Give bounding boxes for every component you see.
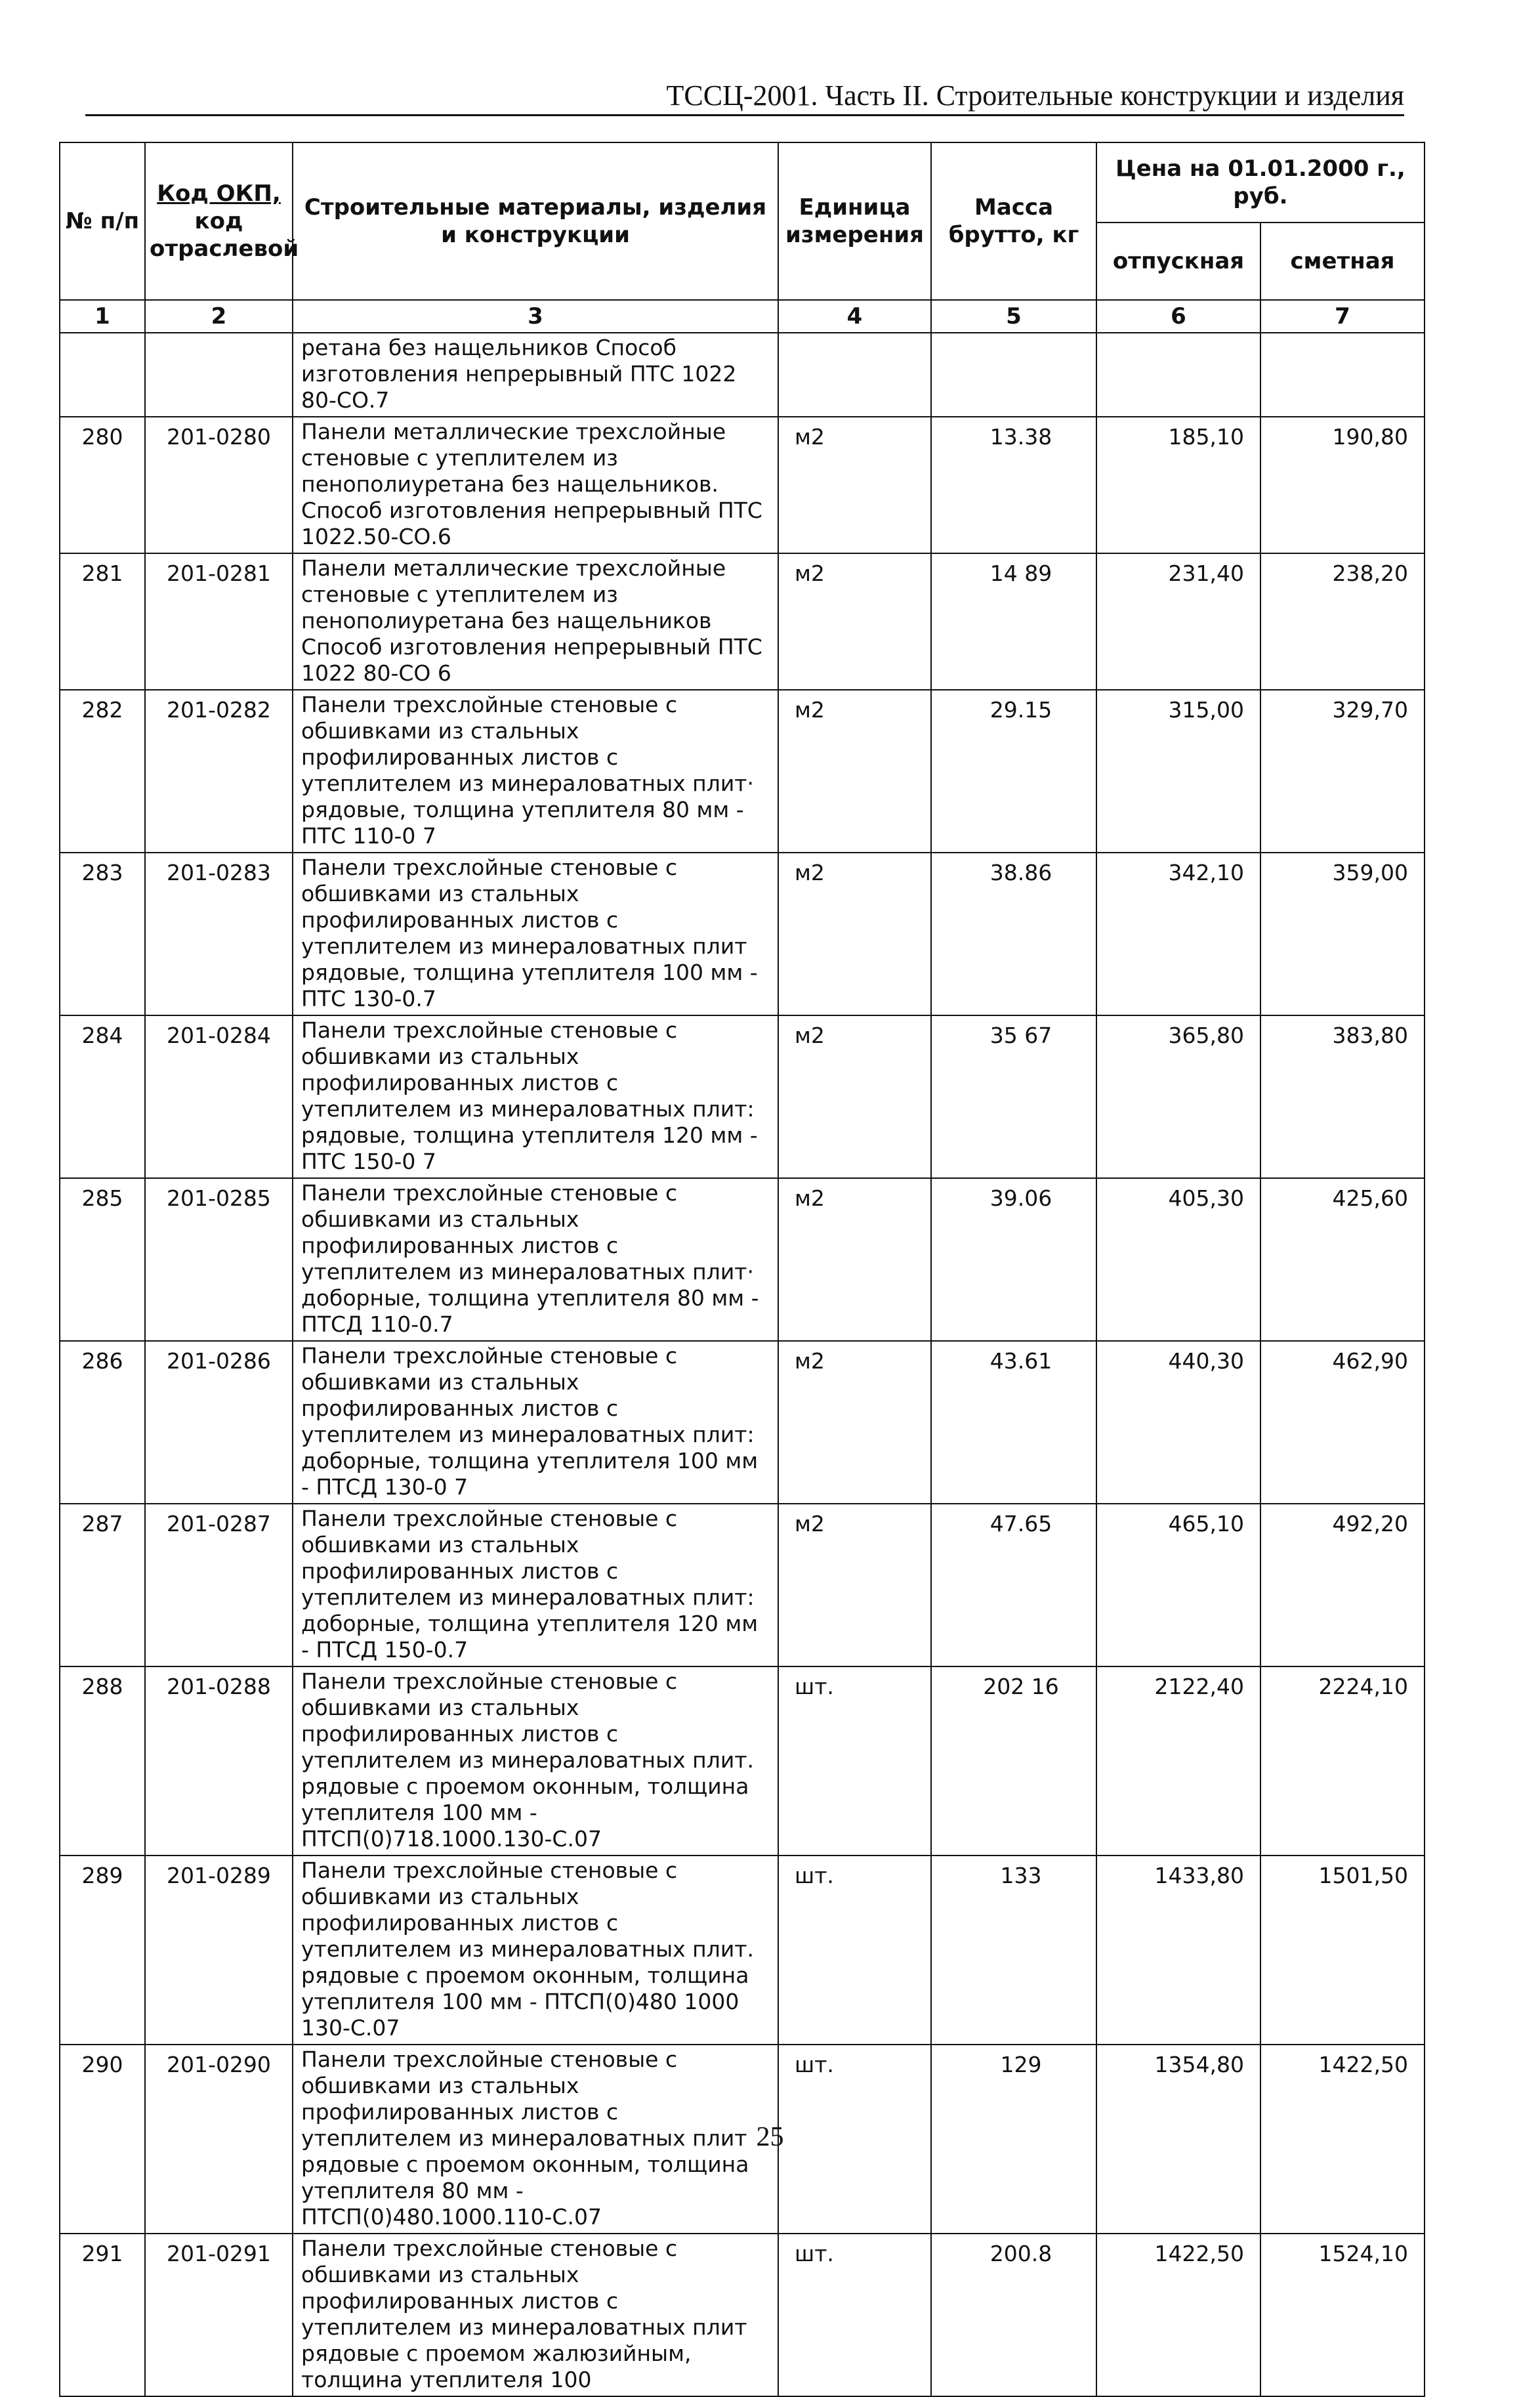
row-price-estimate: 1422,50 (1260, 2045, 1425, 2234)
table-row (60, 1666, 1425, 1856)
continuation-row (60, 333, 1425, 417)
row-price-release: 342,10 (1096, 853, 1260, 1015)
row-code: 201-0283 (145, 853, 293, 1015)
row-num: 280 (60, 417, 145, 553)
header-price-group: Цена на 01.01.2000 г., руб. (1096, 142, 1425, 223)
row-unit: м2 (778, 417, 931, 553)
row-code: 201-0285 (145, 1178, 293, 1341)
row-price-estimate: 425,60 (1260, 1178, 1425, 1341)
row-unit: шт. (778, 2045, 931, 2234)
row-mass: 39.06 (931, 1178, 1096, 1341)
header-unit: Единица измерения (778, 142, 931, 300)
column-number-cell: 3 (293, 300, 778, 333)
header-code-branch: код отраслевой (150, 208, 299, 262)
row-price-release: 1422,50 (1096, 2234, 1260, 2396)
row-price-estimate: 238,20 (1260, 553, 1425, 690)
row-description: Панели трехслойные стеновые с обшивками из стальных профилированных листов с утеплителем из минераловатных плит: доборные, толщина утеплителя 100 мм - ПТСД 130-0 7 (293, 1341, 778, 1504)
table-row (60, 2234, 1425, 2396)
row-description: Панели трехслойные стеновые с обшивками из стальных профилированных листов с утеплителем из минераловатных плит рядовые с проемом оконным, толщина утеплителя 80 мм - ПТСП(0)480.1000.110-С.07 (293, 2045, 778, 2234)
row-unit: м2 (778, 853, 931, 1015)
row-code: 201-0288 (145, 1666, 293, 1856)
table-row (60, 690, 1425, 853)
table-row (60, 1504, 1425, 1666)
table-row (60, 553, 1425, 690)
row-num: 283 (60, 853, 145, 1015)
table-row (60, 1015, 1425, 1178)
row-mass: 47.65 (931, 1504, 1096, 1666)
header-code (145, 142, 299, 300)
row-unit: м2 (778, 1178, 931, 1341)
row-code: 201-0286 (145, 1341, 293, 1504)
row-num: 287 (60, 1504, 145, 1666)
header-num: № п/п (60, 142, 145, 300)
row-price-release: 315,00 (1096, 690, 1260, 853)
row-code: 201-0282 (145, 690, 293, 853)
table-body (60, 333, 1425, 2396)
row-code: 201-0284 (145, 1015, 293, 1178)
row-num: 290 (60, 2045, 145, 2234)
column-number-cell: 5 (931, 300, 1096, 333)
row-mass: 14 89 (931, 553, 1096, 690)
row-price-release: 1354,80 (1096, 2045, 1260, 2234)
row-unit: шт. (778, 1856, 931, 2045)
row-price-release: 185,10 (1096, 417, 1260, 553)
header-price-estimate: сметная (1260, 223, 1425, 300)
row-code: 201-0287 (145, 1504, 293, 1666)
row-code: 201-0289 (145, 1856, 293, 2045)
row-num: 281 (60, 553, 145, 690)
price-table-container (59, 142, 1424, 2397)
row-price-release: 440,30 (1096, 1341, 1260, 1504)
row-unit: м2 (778, 1504, 931, 1666)
row-description: Панели трехслойные стеновые с обшивками из стальных профилированных листов с утеплителем из минераловатных плит· рядовые, толщина утеплителя 80 мм - ПТС 110-0 7 (293, 690, 778, 853)
row-price-estimate: 492,20 (1260, 1504, 1425, 1666)
row-mass: 200.8 (931, 2234, 1096, 2396)
row-price-release: 465,10 (1096, 1504, 1260, 1666)
row-price-release: 2122,40 (1096, 1666, 1260, 1856)
header-price-release: отпускная (1096, 223, 1260, 300)
continuation-mass-cell (931, 333, 1096, 417)
row-price-release: 405,30 (1096, 1178, 1260, 1341)
continuation-unit-cell (778, 333, 931, 417)
row-num: 284 (60, 1015, 145, 1178)
row-mass: 13.38 (931, 417, 1096, 553)
column-number-cell: 1 (60, 300, 145, 333)
row-price-estimate: 1524,10 (1260, 2234, 1425, 2396)
table-row (60, 1856, 1425, 2045)
row-price-estimate: 359,00 (1260, 853, 1425, 1015)
row-unit: м2 (778, 1341, 931, 1504)
row-unit: м2 (778, 1015, 931, 1178)
row-price-release: 365,80 (1096, 1015, 1260, 1178)
row-unit: шт. (778, 1666, 931, 1856)
row-num: 291 (60, 2234, 145, 2396)
table-row (60, 1178, 1425, 1341)
row-code: 201-0281 (145, 553, 293, 690)
row-price-estimate: 329,70 (1260, 690, 1425, 853)
row-description: Панели трехслойные стеновые с обшивками из стальных профилированных листов с утеплителем из минераловатных плит· доборные, толщина утеплителя 80 мм - ПТСД 110-0.7 (293, 1178, 778, 1341)
row-unit: шт. (778, 2234, 931, 2396)
row-description: Панели трехслойные стеновые с обшивками из стальных профилированных листов с утеплителем из минераловатных плит: рядовые, толщина утеплителя 120 мм - ПТС 150-0 7 (293, 1015, 778, 1178)
row-price-release: 231,40 (1096, 553, 1260, 690)
row-code: 201-0290 (145, 2045, 293, 2234)
row-description: Панели трехслойные стеновые с обшивками из стальных профилированных листов с утеплителем из минераловатных плит рядовые с проемом жалюзийным, толщина утеплителя 100 (293, 2234, 778, 2396)
row-unit: м2 (778, 553, 931, 690)
row-mass: 129 (931, 2045, 1096, 2234)
row-description: Панели трехслойные стеновые с обшивками из стальных профилированных листов с утеплителем из минераловатных плит. рядовые с проемом оконным, толщина утеплителя 100 мм - ПТСП(0)718.1000.130-С.07 (293, 1666, 778, 1856)
row-num: 286 (60, 1341, 145, 1504)
column-number-cell: 4 (778, 300, 931, 333)
column-number-cell: 2 (145, 300, 293, 333)
row-description: Панели трехслойные стеновые с обшивками из стальных профилированных листов с утеплителем из минераловатных плит рядовые, толщина утеплителя 100 мм - ПТС 130-0.7 (293, 853, 778, 1015)
continuation-price-release-cell (1096, 333, 1260, 417)
row-price-estimate: 383,80 (1260, 1015, 1425, 1178)
row-description: Панели металлические трехслойные стеновые с утеплителем из пенополиуретана без нащельников Способ изготовления непрерывный ПТС 1022 80-СО 6 (293, 553, 778, 690)
row-mass: 202 16 (931, 1666, 1096, 1856)
row-description: Панели трехслойные стеновые с обшивками из стальных профилированных листов с утеплителем из минераловатных плит: доборные, толщина утеплителя 120 мм - ПТСД 150-0.7 (293, 1504, 778, 1666)
row-description: Панели металлические трехслойные стеновые с утеплителем из пенополиуретана без нащельников. Способ изготовления непрерывный ПТС 1022.50-СО.6 (293, 417, 778, 553)
row-code: 201-0291 (145, 2234, 293, 2396)
row-num: 289 (60, 1856, 145, 2045)
column-number-cell: 7 (1260, 300, 1425, 333)
row-price-estimate: 1501,50 (1260, 1856, 1425, 2045)
header-code-okp: Код ОКП, (157, 180, 281, 207)
row-price-estimate: 462,90 (1260, 1341, 1425, 1504)
row-code: 201-0280 (145, 417, 293, 553)
column-number-cell: 6 (1096, 300, 1260, 333)
continuation-price-estimate-cell (1260, 333, 1425, 417)
row-mass: 29.15 (931, 690, 1096, 853)
continuation-num-cell (60, 333, 145, 417)
continuation-code-cell (145, 333, 293, 417)
row-num: 282 (60, 690, 145, 853)
table-row (60, 853, 1425, 1015)
row-price-estimate: 190,80 (1260, 417, 1425, 553)
running-header: ТССЦ-2001. Часть II. Строительные конструкции и изделия (85, 77, 1404, 116)
page-number: 25 (756, 2122, 784, 2152)
row-unit: м2 (778, 690, 931, 853)
table-row (60, 1341, 1425, 1504)
header-mass: Масса брутто, кг (931, 142, 1096, 300)
row-mass: 38.86 (931, 853, 1096, 1015)
table-row (60, 417, 1425, 553)
row-num: 288 (60, 1666, 145, 1856)
row-price-release: 1433,80 (1096, 1856, 1260, 2045)
row-mass: 43.61 (931, 1341, 1096, 1504)
price-table (59, 142, 1425, 2397)
row-mass: 133 (931, 1856, 1096, 2045)
continuation-desc: ретана без нащельников Способ изготовления непрерывный ПТС 1022 80-СО.7 (293, 333, 778, 417)
row-mass: 35 67 (931, 1015, 1096, 1178)
row-num: 285 (60, 1178, 145, 1341)
row-description: Панели трехслойные стеновые с обшивками из стальных профилированных листов с утеплителем из минераловатных плит. рядовые с проемом оконным, толщина утеплителя 100 мм - ПТСП(0)480 1000 130-С.07 (293, 1856, 778, 2045)
row-price-estimate: 2224,10 (1260, 1666, 1425, 1856)
header-materials: Строительные материалы, изделия и конструкции (293, 142, 778, 300)
column-number-row (60, 300, 1425, 333)
